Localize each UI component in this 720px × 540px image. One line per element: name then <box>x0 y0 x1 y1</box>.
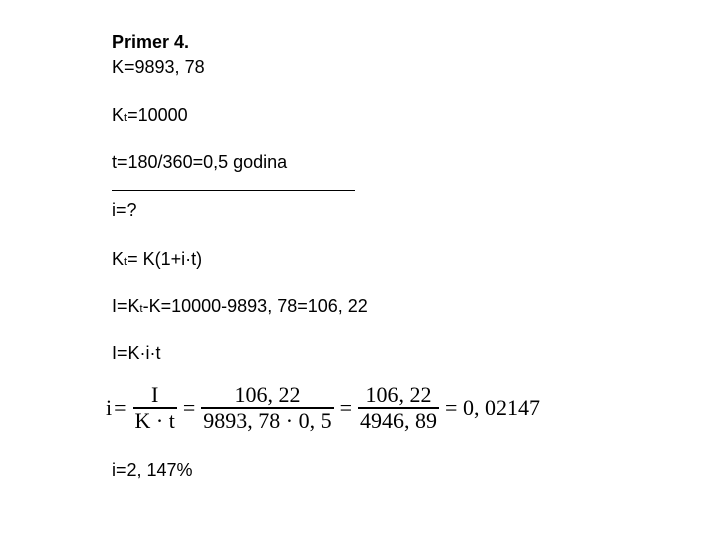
unknown-rate-line: i=? <box>112 200 137 220</box>
interest-formula-line: I=K·i·t <box>112 343 161 363</box>
fraction-symbolic <box>133 383 177 433</box>
kt-subscript: t <box>124 112 128 124</box>
section-divider <box>112 190 355 191</box>
fraction-simplified-numerator: 106, 22 <box>365 382 432 407</box>
formula-rest: = K(1+i·t) <box>127 249 203 269</box>
kt-value: =10000 <box>127 105 188 125</box>
fraction-substituted-denominator: 9893, 78 · 0, 5 <box>203 408 332 433</box>
interest-rest: -K=10000-9893, 78=106, 22 <box>142 296 368 316</box>
example-title: Primer 4. <box>112 32 190 52</box>
rate-equation <box>106 378 540 438</box>
equals-sign-2: = <box>182 395 196 420</box>
formula-kt-symbol: K <box>112 249 125 269</box>
fraction-simplified-denominator: 4946, 89 <box>360 408 438 433</box>
interest-line <box>112 296 368 319</box>
equation-lhs: i <box>106 395 113 420</box>
equation-result: = 0, 02147 <box>445 395 540 420</box>
fraction-substituted <box>201 383 333 433</box>
fraction-substituted-numerator: 106, 22 <box>234 382 301 407</box>
interest-lhs: I=K <box>112 296 140 316</box>
final-amount-line <box>112 105 188 128</box>
principal-line: K=9893, 78 <box>112 57 205 77</box>
fraction-symbolic-denominator: K · t <box>134 408 175 433</box>
kt-symbol: K <box>112 105 125 125</box>
result-line: i=2, 147% <box>112 460 193 480</box>
formula-line <box>112 249 202 272</box>
fraction-symbolic-numerator: I <box>151 382 159 407</box>
interest-subscript: t <box>139 303 143 315</box>
time-line: t=180/360=0,5 godina <box>112 152 288 172</box>
equals-sign-1: = <box>114 395 127 420</box>
fraction-simplified <box>358 383 439 433</box>
formula-kt-subscript: t <box>124 256 128 268</box>
equals-sign-3: = <box>339 395 353 420</box>
